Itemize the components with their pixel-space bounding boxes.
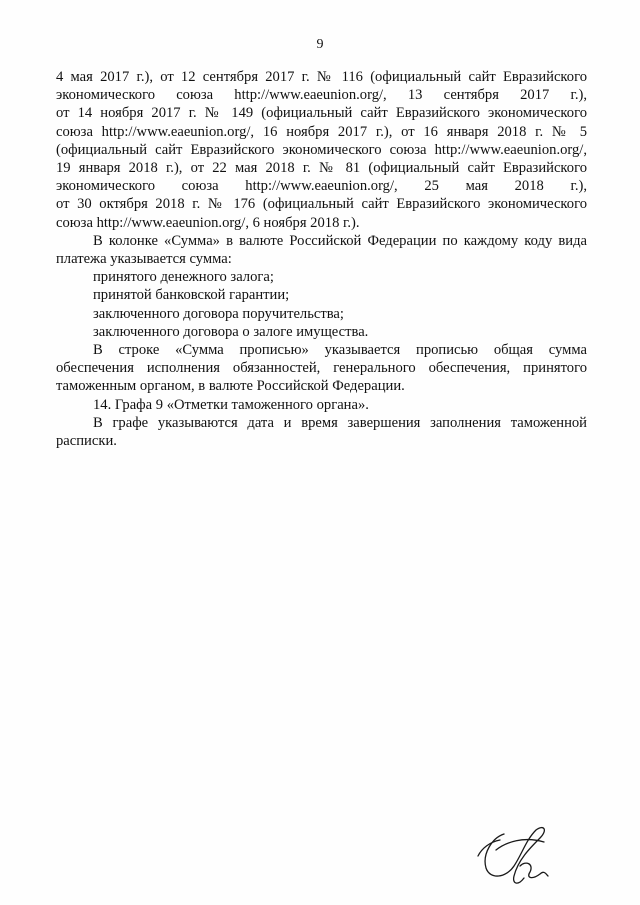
- list-item: заключенного договора о залоге имущества.: [93, 323, 369, 340]
- text-line: 4 мая 2017 г.), от 12 сентября 2017 г. № 116 (официальный сайт Евразийского: [56, 69, 587, 85]
- text-line: от 30 октября 2018 г. № 176 (официальный сайт Евразийского экономического: [56, 196, 587, 213]
- text-line: (официальный сайт Евразийского экономического союза http://www.eaeunion.org/,: [56, 141, 587, 158]
- text-line: В графе указываются дата и время завершения заполнения таможенной: [93, 414, 587, 431]
- text-line: 19 января 2018 г.), от 22 мая 2018 г. № 81 (официальный сайт Евразийского: [56, 160, 587, 177]
- text-line: от 14 ноября 2017 г. № 149 (официальный сайт Евразийского экономического: [56, 105, 587, 122]
- signature-stroke: [485, 828, 544, 884]
- list-item: принятого денежного залога;: [93, 269, 274, 286]
- signature-stroke: [520, 863, 548, 878]
- text-line: экономического союза http://www.eaeunion.org/, 13 сентября 2017 г.),: [56, 87, 587, 104]
- text-line: экономического союза http://www.eaeunion.org/, 25 мая 2018 г.),: [56, 178, 587, 195]
- list-item: заключенного договора поручительства;: [93, 305, 344, 322]
- page-number: 9: [316, 37, 324, 52]
- text-line: В колонке «Сумма» в валюте Российской Федерации по каждому коду вида: [93, 232, 587, 249]
- list-item: принятой банковской гарантии;: [93, 287, 290, 304]
- text-line: союза http://www.eaeunion.org/, 16 ноября 2017 г.), от 16 января 2018 г. № 5: [56, 123, 587, 140]
- text-line: обеспечения исполнения обязанностей, генерального обеспечения, принятого: [56, 360, 587, 377]
- handwritten-signature: [474, 820, 554, 890]
- text-line: В строке «Сумма прописью» указывается прописью общая сумма: [93, 342, 587, 359]
- text-line: платежа указывается сумма:: [56, 251, 232, 268]
- text-line: союза http://www.eaeunion.org/, 6 ноября 2018 г.).: [56, 214, 360, 231]
- document-body: [56, 68, 587, 450]
- text-line: таможенным органом, в валюте Российской Федерации.: [56, 378, 405, 395]
- section-heading: 14. Графа 9 «Отметки таможенного органа».: [93, 396, 369, 413]
- text-line: расписки.: [56, 433, 117, 450]
